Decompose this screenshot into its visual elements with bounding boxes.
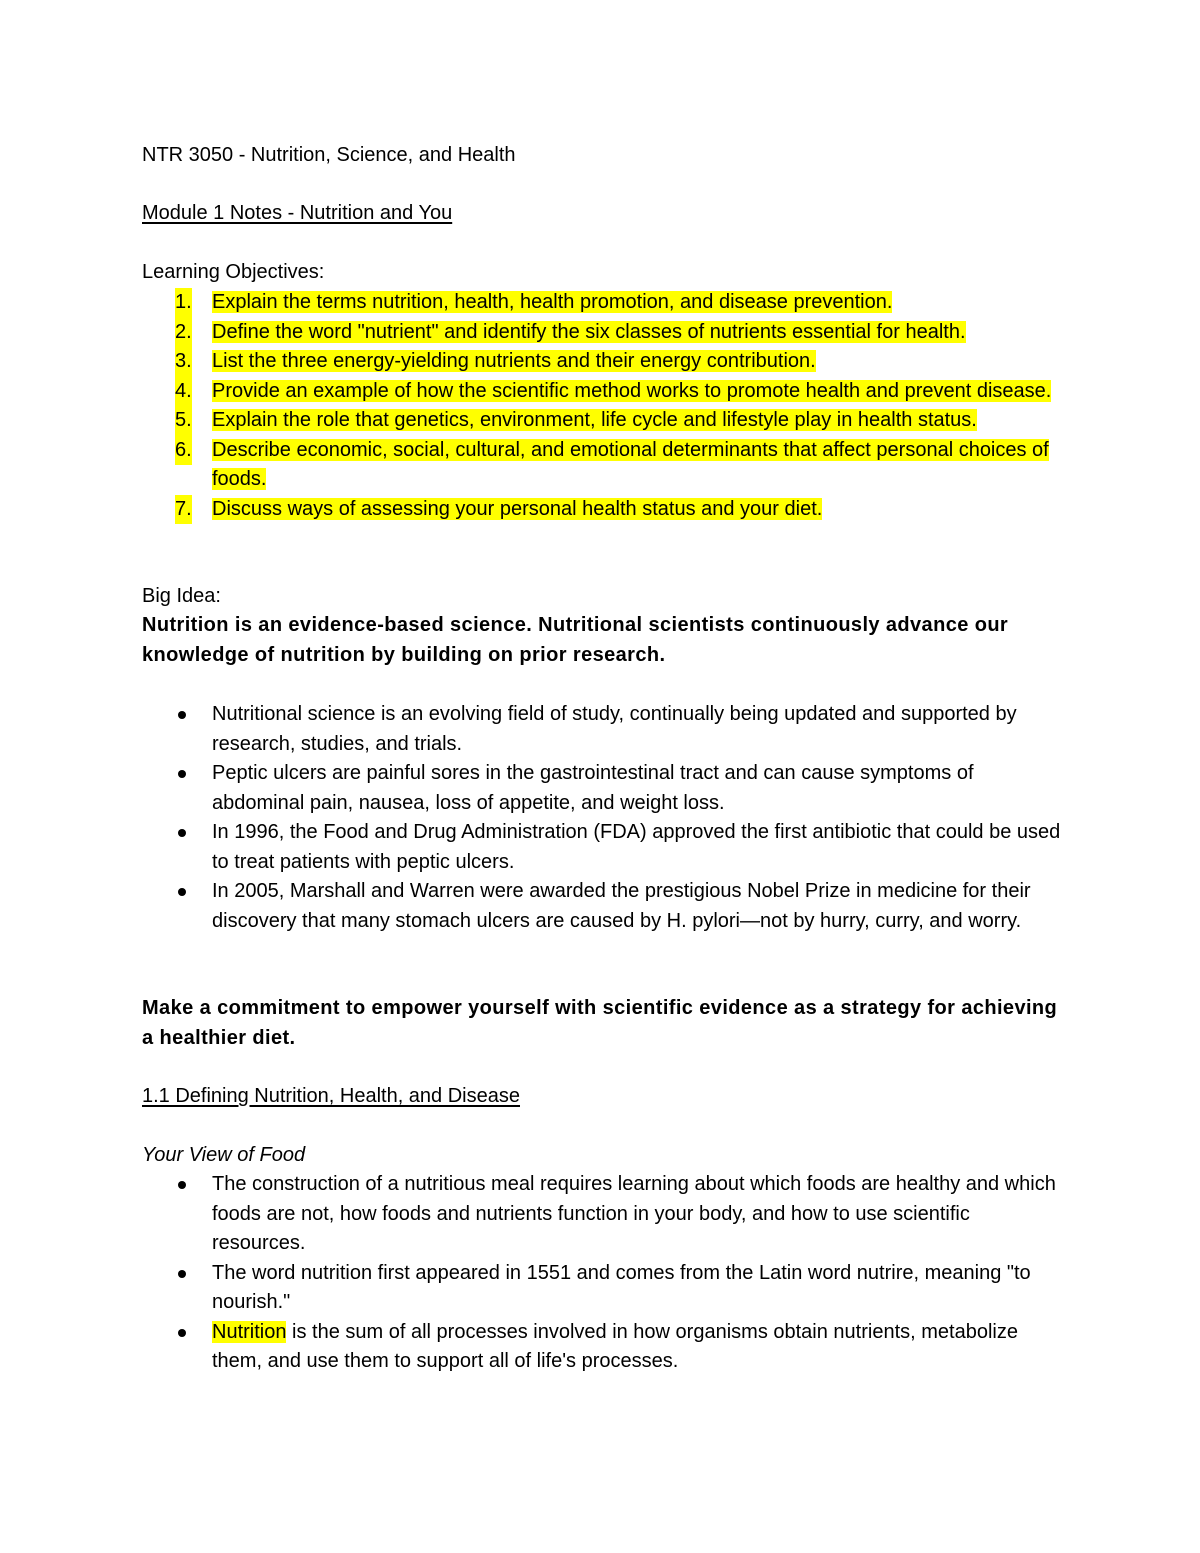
objective-item	[142, 288, 1062, 318]
objective-item	[142, 347, 1062, 377]
objective-number: 7.	[175, 495, 192, 525]
bullet-text: In 1996, the Food and Drug Administration (FDA) approved the first antibiotic that could be used to treat patients with peptic ulcers.	[212, 821, 1061, 873]
big-idea-label: Big Idea:	[142, 585, 221, 607]
objective-number: 4.	[175, 377, 192, 407]
bullet-text: The word nutrition first appeared in 1551 and comes from the Latin word nutrire, meaning "to nourish."	[212, 1261, 1031, 1313]
objective-number: 3.	[175, 347, 192, 377]
document-title: NTR 3050 - Nutrition, Science, and Health	[142, 144, 516, 166]
highlighted-term: Nutrition	[212, 1320, 287, 1343]
bullet-icon	[178, 1329, 186, 1337]
bullet-item	[142, 759, 1062, 818]
objective-text: List the three energy-yielding nutrients and their energy contribution.	[212, 350, 816, 372]
bullet-item	[142, 877, 1062, 936]
view-of-food-bullets	[142, 1170, 1062, 1377]
bullet-text: is the sum of all processes involved in how organisms obtain nutrients, metabolize them, and use them to support all of life's processes.	[212, 1320, 1018, 1372]
objective-item	[142, 377, 1062, 407]
module-heading: Module 1 Notes - Nutrition and You	[142, 202, 453, 224]
objective-item	[142, 318, 1062, 348]
objective-item	[142, 436, 1062, 495]
big-idea-bullets	[142, 700, 1062, 936]
objective-text: Define the word "nutrient" and identify the six classes of nutrients essential for health.	[212, 320, 966, 343]
bullet-text: Peptic ulcers are painful sores in the gastrointestinal tract and can cause symptoms of abdominal pain, nausea, loss of appetite, and weight loss.	[212, 762, 974, 814]
bullet-icon	[178, 711, 186, 719]
big-idea-statement: Nutrition is an evidence-based science. Nutritional scientists continuously advance our knowledge of nutrition by building on prior research.	[142, 614, 1009, 666]
bullet-item	[142, 818, 1062, 877]
bullet-text: In 2005, Marshall and Warren were awarded the prestigious Nobel Prize in medicine for their discovery that many stomach ulcers are caused by H. pylori—not by hurry, curry, and worry.	[212, 880, 1031, 932]
objective-number: 1.	[175, 288, 192, 318]
bullet-item	[142, 700, 1062, 759]
bullet-icon	[178, 770, 186, 778]
commitment-statement: Make a commitment to empower yourself with scientific evidence as a strategy for achieving a healthier diet.	[142, 997, 1058, 1049]
bullet-item	[142, 1170, 1062, 1259]
bullet-icon	[178, 888, 186, 896]
bullet-icon	[178, 1270, 186, 1278]
section-heading: 1.1 Defining Nutrition, Health, and Disease	[142, 1085, 520, 1107]
bullet-icon	[178, 829, 186, 837]
bullet-icon	[178, 1181, 186, 1189]
objective-item	[142, 495, 1062, 525]
objective-number: 6.	[175, 436, 192, 466]
objective-text: Provide an example of how the scientific method works to promote health and prevent disease.	[212, 379, 1052, 402]
bullet-text: Nutritional science is an evolving field of study, continually being updated and supported by research, studies, and trials.	[212, 703, 1017, 755]
objective-text: Explain the role that genetics, environment, life cycle and lifestyle play in health status.	[212, 409, 977, 431]
learning-objectives-list	[142, 288, 1062, 524]
objective-number: 2.	[175, 318, 192, 348]
objective-number: 5.	[175, 406, 192, 436]
bullet-item	[142, 1259, 1062, 1318]
objective-text: Explain the terms nutrition, health, health promotion, and disease prevention.	[212, 291, 893, 313]
objective-item	[142, 406, 1062, 436]
section-subheading: Your View of Food	[142, 1144, 306, 1166]
objective-text: Describe economic, social, cultural, and emotional determinants that affect personal choices of foods.	[212, 438, 1049, 490]
bullet-item	[142, 1318, 1062, 1377]
bullet-text: The construction of a nutritious meal requires learning about which foods are healthy and which foods are not, how foods and nutrients function in your body, and how to use scientific resources.	[212, 1173, 1056, 1254]
objectives-label: Learning Objectives:	[142, 261, 325, 283]
objective-text: Discuss ways of assessing your personal health status and your diet.	[212, 497, 823, 520]
